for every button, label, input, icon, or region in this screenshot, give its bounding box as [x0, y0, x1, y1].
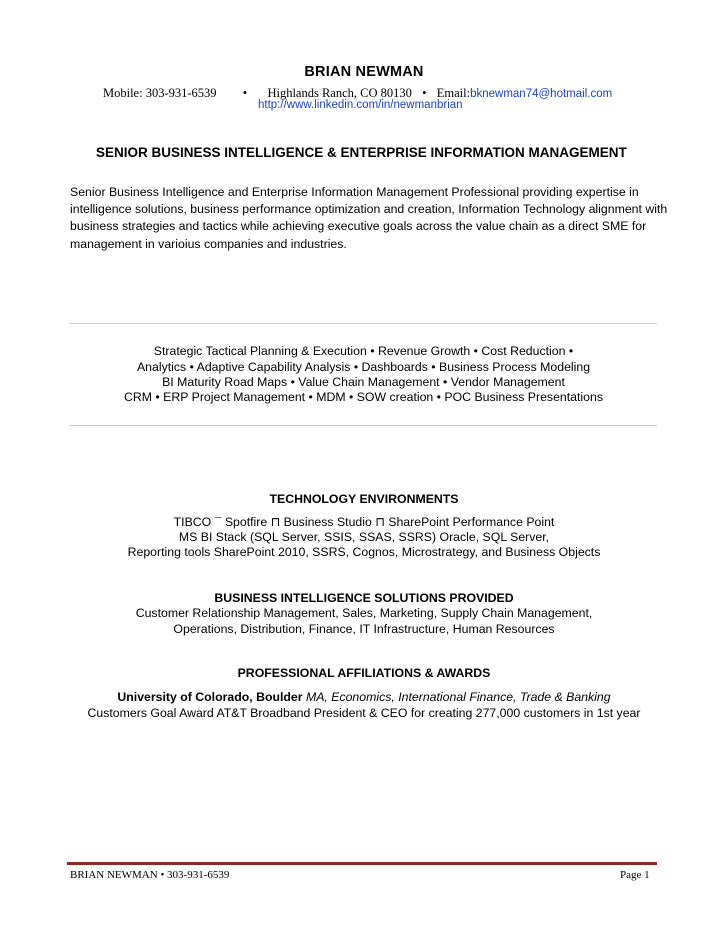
resume-name: BRIAN NEWMAN: [304, 64, 424, 80]
linkedin-link[interactable]: http://www.linkedin.com/in/newmanbrian: [258, 99, 463, 111]
divider: [70, 425, 657, 426]
skills-line: BI Maturity Road Maps • Value Chain Management • Vendor Management: [162, 375, 565, 389]
technology-line: TIBCO ¯ Spotfire ⊓ Business Studio ⊓ SharePoint Performance Point: [173, 515, 555, 529]
footer-name-phone: BRIAN NEWMAN • 303-931-6539: [70, 869, 230, 881]
section-title-bi-solutions: BUSINESS INTELLIGENCE SOLUTIONS PROVIDED: [214, 591, 514, 605]
mobile-number: Mobile: 303-931-6539: [103, 86, 217, 100]
email-label: Email:: [436, 86, 471, 100]
divider: [70, 323, 657, 324]
technology-line: MS BI Stack (SQL Server, SSIS, SSAS, SSRS) Oracle, SQL Server,: [178, 530, 550, 544]
section-title-technology: TECHNOLOGY ENVIRONMENTS: [269, 492, 459, 506]
education-line: [0, 690, 728, 704]
bi-solutions-line: Operations, Distribution, Finance, IT Infrastructure, Human Resources: [173, 622, 555, 636]
bi-solutions-line: Customer Relationship Management, Sales, Marketing, Supply Chain Management,: [135, 606, 593, 620]
skills-line: CRM • ERP Project Management • MDM • SOW creation • POC Business Presentations: [124, 390, 603, 404]
summary-paragraph: Senior Business Intelligence and Enterprise Information Management Professional providing expertise in intelligence solutions, business performance optimization and creation, Information Technology alignment with business strategies and tactics while achieving executive goals across the value chain as a direct SME for management in varioius companies and industries.: [70, 185, 668, 251]
award-line: Customers Goal Award AT&T Broadband President & CEO for creating 277,000 customers in 1st year: [87, 706, 641, 720]
headline: SENIOR BUSINESS INTELLIGENCE & ENTERPRISE INFORMATION MANAGEMENT: [96, 145, 627, 160]
bullet-separator: •: [422, 86, 427, 100]
email-link[interactable]: bknewman74@hotmail.com: [470, 88, 613, 100]
degree: MA, Economics, International Finance, Trade & Banking: [305, 690, 611, 704]
skills-line: Analytics • Adaptive Capability Analysis • Dashboards • Business Process Modeling: [136, 360, 591, 374]
technology-line: Reporting tools SharePoint 2010, SSRS, Cognos, Microstrategy, and Business Objects: [127, 545, 601, 559]
section-title-affiliations: PROFESSIONAL AFFILIATIONS & AWARDS: [237, 666, 491, 680]
location: Highlands Ranch, CO 80130: [267, 86, 412, 100]
bullet-separator: •: [242, 86, 248, 100]
university-name: University of Colorado, Boulder: [117, 690, 303, 704]
skills-line: Strategic Tactical Planning & Execution • Revenue Growth • Cost Reduction •: [153, 344, 574, 358]
page-number: Page 1: [620, 869, 650, 881]
footer-rule: [67, 862, 657, 865]
